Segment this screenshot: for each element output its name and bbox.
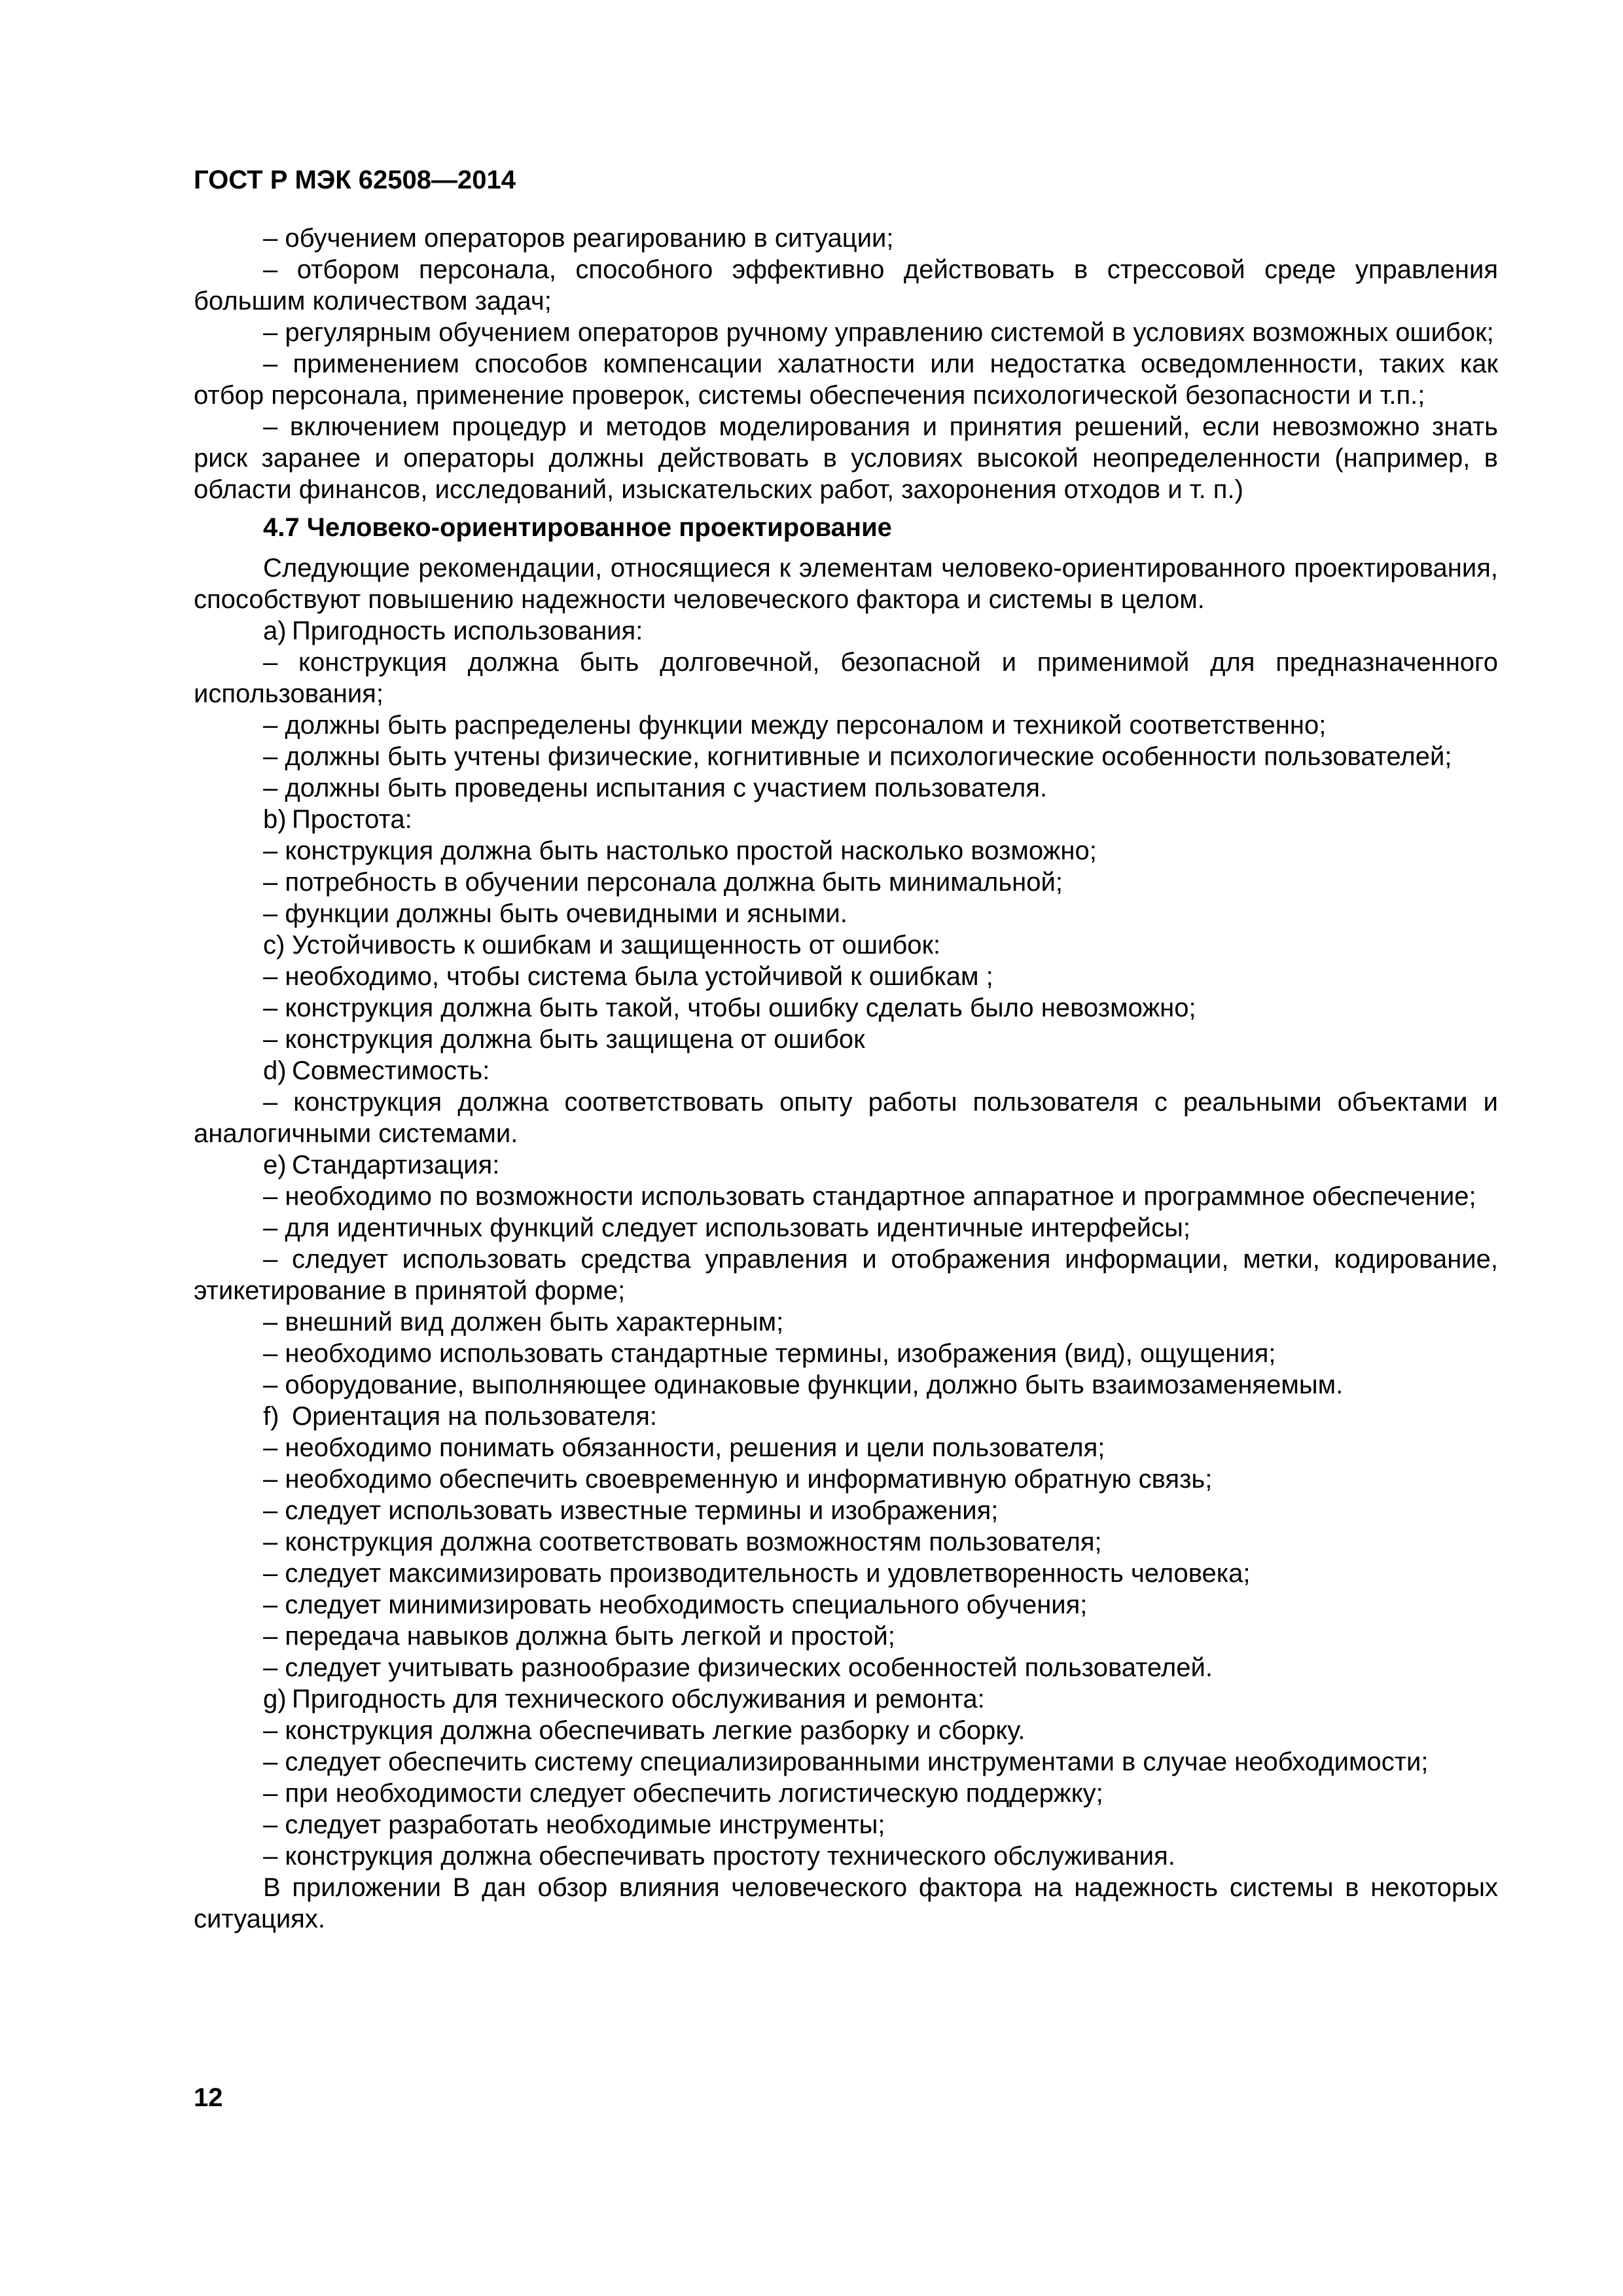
list-item: – должны быть проведены испытания с участием пользователя.	[263, 774, 1048, 802]
intro-item: – регулярным обучением операторов ручному управлению системой в условиях возможных ошибок;	[263, 318, 1494, 347]
group-marker: g)	[263, 1685, 287, 1713]
section-lead: Следующие рекомендации, относящиеся к элементам человеко-ориентированного проектирования, способствуют повышению надежности человеческого фактора и системы в целом.	[194, 554, 1498, 614]
list-item: – следует использовать средства управления и отображения информации, метки, кодирование, этикетирование в принятой форме;	[194, 1245, 1498, 1305]
list-item: – конструкция должна соответствовать опыту работы пользователя с реальными объектами и аналогичными системами.	[194, 1088, 1498, 1148]
list-item: – конструкция должна обеспечивать простоту технического обслуживания.	[263, 1842, 1175, 1871]
document-header: ГОСТ Р МЭК 62508—2014	[194, 166, 516, 194]
list-item: – оборудование, выполняющее одинаковые функции, должно быть взаимозаменяемым.	[263, 1371, 1344, 1399]
page-number: 12	[194, 2083, 223, 2112]
list-item: – при необходимости следует обеспечить логистическую поддержку;	[263, 1779, 1103, 1808]
list-item: – следует обеспечить систему специализированными инструментами в случае необходимости;	[263, 1748, 1429, 1776]
group-heading	[194, 1055, 1498, 1086]
group-marker: d)	[263, 1056, 287, 1085]
list-item: – конструкция должна быть такой, чтобы ошибку сделать было невозможно;	[263, 994, 1196, 1022]
list-item: – потребность в обучении персонала должна быть минимальной;	[263, 868, 1063, 897]
group-heading	[194, 615, 1498, 647]
document-body	[194, 223, 1498, 1935]
list-item: – должны быть распределены функции между персоналом и техникой соответственно;	[263, 711, 1327, 740]
group-marker: b)	[263, 805, 287, 834]
list-item: – должны быть учтены физические, когнитивные и психологические особенности пользователей;	[263, 742, 1452, 771]
list-item: – следует использовать известные термины и изображения;	[263, 1496, 999, 1525]
group-title: Стандартизация:	[292, 1151, 500, 1179]
list-item: – передача навыков должна быть легкой и простой;	[263, 1622, 895, 1651]
list-item: – конструкция должна соответствовать возможностям пользователя;	[263, 1528, 1102, 1556]
list-item: – необходимо использовать стандартные термины, изображения (вид), ощущения;	[263, 1339, 1276, 1368]
list-item: – конструкция должна быть долговечной, безопасной и применимой для предназначенного использования;	[194, 648, 1498, 708]
list-item: – для идентичных функций следует использовать идентичные интерфейсы;	[263, 1213, 1191, 1242]
group-title: Пригодность для технического обслуживания и ремонта:	[292, 1685, 985, 1713]
intro-item: – отбором персонала, способного эффективно действовать в стрессовой среде управления большим количеством задач;	[194, 255, 1498, 315]
list-item: – следует минимизировать необходимость специального обучения;	[263, 1590, 1088, 1619]
intro-list	[194, 223, 1498, 505]
list-item: – функции должны быть очевидными и ясными.	[263, 899, 847, 928]
group-title: Устойчивость к ошибкам и защищенность от ошибок:	[292, 931, 941, 960]
list-item: – конструкция должна обеспечивать легкие разборку и сборку.	[263, 1716, 1026, 1745]
list-item: – следует разработать необходимые инструменты;	[263, 1810, 885, 1839]
group-title: Ориентация на пользователя:	[292, 1402, 658, 1431]
closing-paragraph: В приложении В дан обзор влияния человеческого фактора на надежность системы в некоторых ситуациях.	[194, 1873, 1498, 1933]
list-item: – внешний вид должен быть характерным;	[263, 1308, 784, 1336]
group-heading	[194, 1401, 1498, 1432]
group-heading	[194, 1149, 1498, 1181]
group-heading	[194, 804, 1498, 835]
list-item: – необходимо обеспечить своевременную и информативную обратную связь;	[263, 1465, 1213, 1494]
group-marker: c)	[263, 931, 285, 960]
section-heading: 4.7 Человеко-ориентированное проектирование	[263, 513, 892, 542]
group-marker: f)	[263, 1402, 279, 1431]
list-item: – следует максимизировать производительность и удовлетворенность человека;	[263, 1559, 1251, 1588]
group-marker: e)	[263, 1151, 287, 1179]
group-heading	[194, 929, 1498, 961]
recommendation-groups	[194, 615, 1498, 1872]
intro-item: – обучением операторов реагированию в ситуации;	[263, 224, 894, 253]
group-title: Простота:	[292, 805, 412, 834]
intro-item: – включением процедур и методов моделирования и принятия решений, если невозможно знать риск заранее и операторы должны действовать в условиях высокой неопределенности (например, в области финансов, исследований, изыскательских работ, захоронения отходов и т. п.)	[194, 412, 1498, 504]
list-item: – конструкция должна быть настолько простой насколько возможно;	[263, 836, 1097, 865]
group-title: Совместимость:	[292, 1056, 490, 1085]
group-marker: a)	[263, 617, 287, 645]
list-item: – необходимо понимать обязанности, решения и цели пользователя;	[263, 1433, 1105, 1462]
list-item: – следует учитывать разнообразие физических особенностей пользователей.	[263, 1653, 1213, 1682]
group-heading	[194, 1683, 1498, 1715]
list-item: – конструкция должна быть защищена от ошибок	[263, 1025, 865, 1054]
group-title: Пригодность использования:	[292, 617, 643, 645]
list-item: – необходимо по возможности использовать стандартное аппаратное и программное обеспечение;	[263, 1182, 1476, 1211]
intro-item: – применением способов компенсации халатности или недостатка осведомленности, таких как отбор персонала, применение проверок, системы обеспечения психологической безопасности и т.п.;	[194, 350, 1498, 410]
list-item: – необходимо, чтобы система была устойчивой к ошибкам ;	[263, 962, 993, 991]
